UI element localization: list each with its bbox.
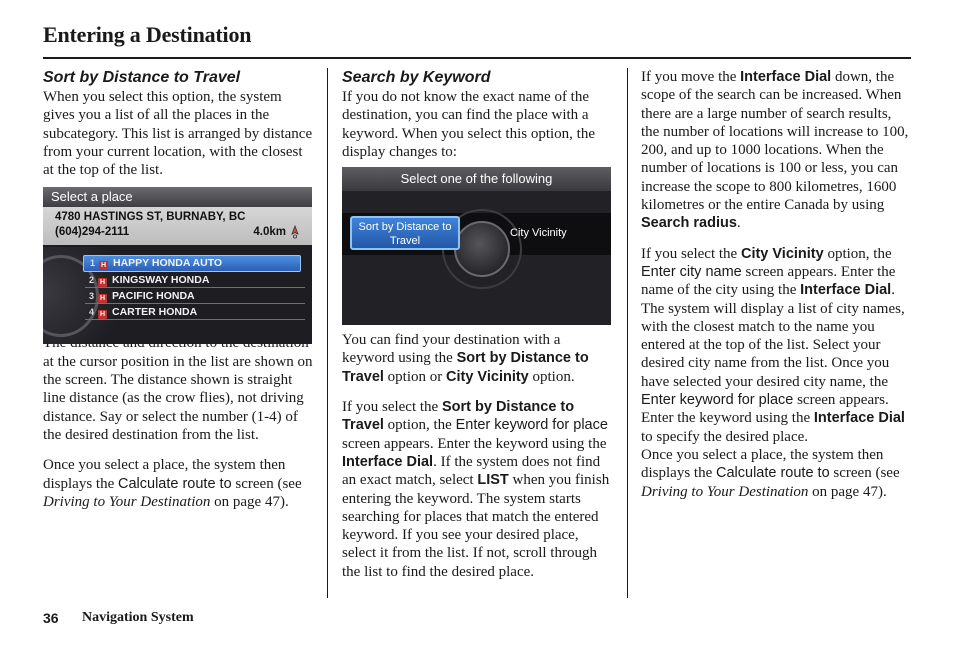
column-3 — [641, 68, 913, 501]
ui-calculate-route-to: Calculate route to — [118, 475, 232, 492]
list-item: 2 H KINGSWAY HONDA — [88, 274, 210, 286]
column-divider-2 — [627, 68, 628, 598]
option-sort-by-distance: Sort by Distance to Travel — [350, 216, 460, 250]
footer-label: Navigation System — [82, 610, 194, 625]
direction-pin-icon — [290, 225, 300, 239]
screen2-header: Select one of the following — [342, 167, 611, 191]
honda-badge-icon: H — [99, 279, 106, 286]
honda-badge-icon: H — [99, 295, 106, 302]
col3-paragraph-2: If you select the City Vicinity option, the Enter city name screen appears. Enter the name of the city using the Interface Dial. The system will display a list of city names, with the closest match to the name you entered at the top of the list. Select your desired city name from the list. Once you have selected your desired city name, the Enter keyword for place screen appears. Enter the keyword using the Interface Dial to specify the desired place. — [641, 245, 905, 445]
screen1-address: 4780 HASTINGS ST, BURNABY, BC — [55, 211, 246, 223]
honda-badge-icon: H — [99, 311, 106, 318]
col3-paragraph-3: Once you select a place, the system then displays the Calculate route to screen (see Driving to Your Destination on page 47). — [641, 446, 900, 500]
page-number: 36 — [43, 610, 59, 626]
col2-paragraph-2: You can find your destination with a keyword using the Sort by Distance to Travel option or City Vicinity option. — [342, 332, 589, 385]
col1-paragraph-2: at the cursor position in the list are shown on the screen. The distance shown is straight line distance (as the crow flies), not driving distance. Say or select the number (1-4) of the desired destination from the list. — [43, 353, 313, 443]
col1-paragraph-1: When you select this option, the system gives you a list of all the places in the subcategory. This list is arranged by distance from your current location, with the closest at the top of the list. — [43, 89, 313, 179]
screen1-info-panel — [43, 207, 312, 245]
col1-paragraph-3: Once you select a place, the system then displays the Calculate route to screen (see Driving to Your Destination on page 47). — [43, 457, 302, 510]
list-item: 4 H CARTER HONDA — [88, 306, 198, 318]
select-one-of-following-screenshot — [342, 167, 611, 325]
col2-paragraph-1: If you do not know the exact name of the destination, you can find the place with a keyword. When you select this option, the display changes to: — [342, 89, 596, 160]
screen1-list — [43, 247, 312, 344]
title-rule — [43, 57, 911, 59]
select-a-place-screenshot — [43, 187, 312, 344]
screen1-header: Select a place — [43, 187, 312, 207]
screen1-phone: (604)294-2111 — [55, 226, 130, 238]
section-heading-sort-by-distance: Sort by Distance to Travel — [43, 69, 241, 86]
section-heading-search-by-keyword: Search by Keyword — [342, 69, 491, 86]
reference-title: Driving to Your Destination — [43, 493, 211, 510]
col3-paragraph-1: If you move the Interface Dial down, the scope of the search can be increased. When there are a large number of search results, the number of locations will increase to 100, 200, and up to 1000 locations. When the number of locations is 100 or less, you can increase the scope to 800 kilometres, 1600 kilometres or the entire Canada by using Search radius. — [641, 69, 909, 232]
interface-dial-icon — [454, 221, 510, 277]
option-city-vicinity: City Vicinity — [510, 227, 567, 239]
list-item: 3 H PACIFIC HONDA — [88, 290, 195, 302]
honda-badge-icon: H — [100, 262, 107, 269]
list-item: 1 H HAPPY HONDA AUTO — [83, 255, 301, 272]
screen1-distance: 4.0km — [253, 226, 286, 238]
column-divider-1 — [327, 68, 328, 598]
page-title: Entering a Destination — [43, 22, 252, 47]
col2-paragraph-3: If you select the Sort by Distance to Travel option, the Enter keyword for place screen appears. Enter the keyword using the Interface Dial. If the system does not find an exact match, select LIST when you finish entering the keyword. The system starts searching for places that match the entered keyword. If you see your desired place, select it from the list. If not, scroll through the list to find the desired place. — [342, 399, 610, 580]
